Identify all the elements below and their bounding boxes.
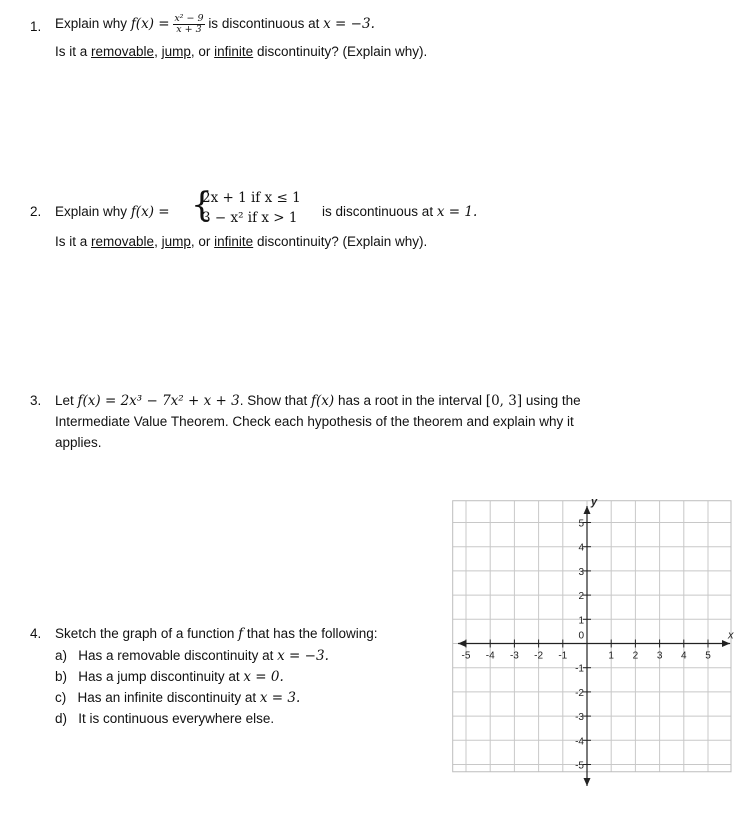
x-tick-label: 4 [681,650,687,662]
piecewise-brace: { [191,185,213,225]
y-tick-label: 4 [578,542,584,554]
x-tick-label: 3 [656,650,663,662]
x-tick-label: 5 [705,650,711,662]
y-axis-arrow-up-icon [584,506,591,514]
y-tick-label: 5 [578,518,584,530]
removable-term: removable [91,234,155,249]
question-4-line-1: Sketch the graph of a function f that has the following: [55,626,378,642]
grid-border [453,501,731,772]
list-item: c) Has an infinite discontinuity at x = 3. [55,690,301,706]
question-number: 2. [30,204,42,219]
question-2-tail: is discontinuous at x = 1. [322,204,478,220]
x-tick-label: 2 [632,650,639,662]
y-tick-label: 1 [578,615,584,627]
infinite-term: infinite [214,44,254,59]
x-tick-label: -4 [485,650,495,662]
y-tick-label: -3 [575,712,584,724]
list-item: b) Has a jump discontinuity at x = 0. [55,669,284,685]
infinite-term: infinite [214,234,254,249]
question-2-line-2: Is it a removable, jump, or infinite discontinuity? (Explain why). [55,234,428,249]
question-3-line-3: applies. [55,435,102,450]
y-tick-label: -4 [575,736,584,748]
x-tick-label: 1 [608,650,614,662]
question-1-line-2: Is it a removable, jump, or infinite discontinuity? (Explain why). [55,44,428,59]
x-axis-label: x [728,629,734,642]
y-axis-label: y [590,496,598,508]
y-tick-label: -5 [575,760,584,772]
question-3-line-1: Let f(x) = 2x³ − 7x² + x + 3. Show that f(x) has a root in the interval [0, 3] using the [55,393,581,409]
question-number: 4. [30,626,42,641]
x-tick-label: -2 [534,650,544,662]
x-tick-label: -3 [509,650,519,662]
y-tick-label: 2 [578,591,584,603]
removable-term: removable [91,44,155,59]
x-axis-arrow-left-icon [458,640,466,647]
x-tick-label: -1 [558,650,568,662]
question-number: 3. [30,393,42,408]
y-tick-label: -1 [575,663,584,675]
list-item: a) Has a removable discontinuity at x = −3. [55,648,329,664]
question-1-line-1: Explain why f(x) = $\frac{\text{x² − 9}}{x + 3}$ is discontinuous at x = −3. [55,13,375,35]
jump-term: jump [161,44,191,59]
y-tick-label: -2 [575,687,584,699]
piece-1: 2x + 1 if x ≤ 1 [202,190,301,206]
origin-label: 0 [578,630,584,642]
jump-term: jump [161,234,191,249]
fraction: $\frac{\text{x² − 9}}{x + 3}$ [174,13,204,35]
question-number: 1. [30,19,42,34]
y-tick-label: 3 [578,566,584,578]
list-item: d) It is continuous everywhere else. [55,711,275,726]
x-tick-label: -5 [461,650,471,662]
piece-2: 3 − x² if x > 1 [202,210,298,226]
y-axis-arrow-down-icon [584,778,591,786]
question-3-line-2: Intermediate Value Theorem. Check each hypothesis of the theorem and explain why it [55,414,574,429]
question-2-lead: Explain why f(x) = [55,204,170,220]
